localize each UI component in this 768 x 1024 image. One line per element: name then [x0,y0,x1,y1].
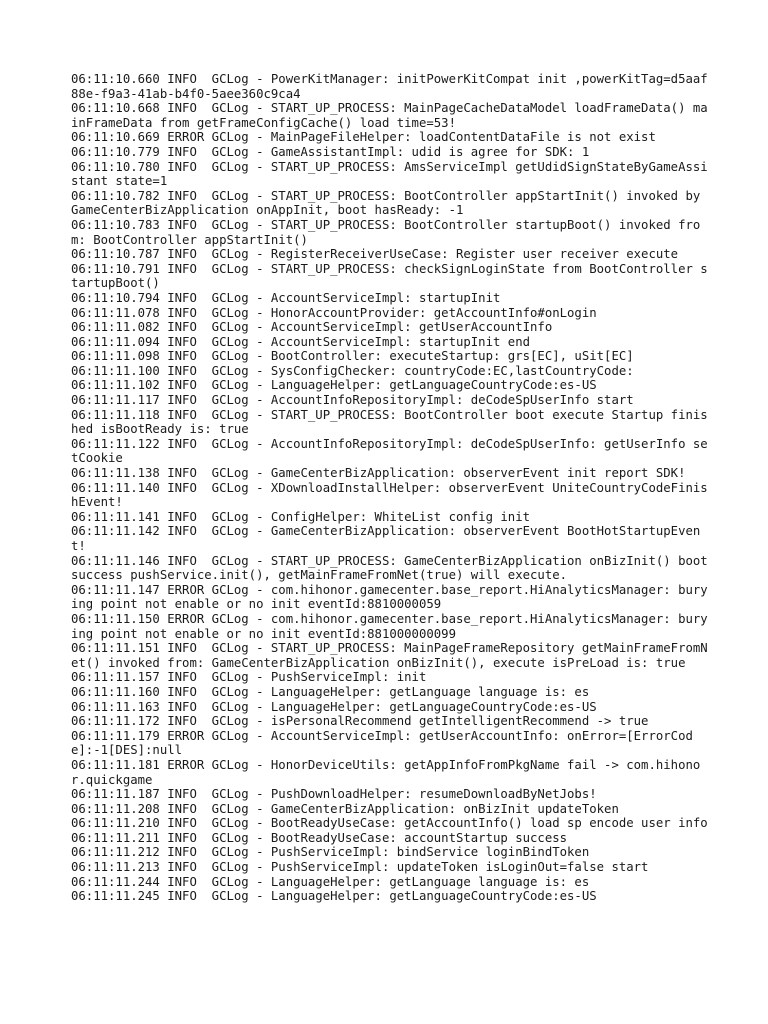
log-line: 06:11:11.117 INFO GCLog - AccountInfoRepositoryImpl: deCodeSpUserInfo start [71,393,634,408]
log-line: 06:11:11.208 INFO GCLog - GameCenterBizApplication: onBizInit updateToken [71,801,619,816]
log-line: 06:11:11.094 INFO GCLog - AccountServiceImpl: startupInit end [71,334,531,349]
log-line: 06:11:11.082 INFO GCLog - AccountServiceImpl: getUserAccountInfo [71,320,553,335]
log-line: 06:11:11.213 INFO GCLog - PushServiceImpl: updateToken isLoginOut=false start [71,860,649,875]
log-line: 06:11:11.146 INFO GCLog - START_UP_PROCESS: GameCenterBizApplication onBizInit() boot success pushService.init(), getMainFrameFromNet(true) will execute. [71,553,716,583]
log-line: 06:11:11.179 ERROR GCLog - AccountServiceImpl: getUserAccountInfo: onError=[ErrorCode]:-1[DES]:null [71,728,693,758]
log-line: 06:11:11.212 INFO GCLog - PushServiceImpl: bindService loginBindToken [71,845,590,860]
log-line: 06:11:11.138 INFO GCLog - GameCenterBizApplication: observerEvent init report SDK! [71,466,686,481]
log-line: 06:11:11.187 INFO GCLog - PushDownloadHelper: resumeDownloadByNetJobs! [71,787,597,802]
log-line: 06:11:11.163 INFO GCLog - LanguageHelper: getLanguageCountryCode:es-US [71,699,597,714]
log-line: 06:11:11.160 INFO GCLog - LanguageHelper: getLanguage language is: es [71,684,590,699]
log-line: 06:11:11.140 INFO GCLog - XDownloadInstallHelper: observerEvent UniteCountryCodeFinishEvent! [71,480,708,510]
log-line: 06:11:11.211 INFO GCLog - BootReadyUseCase: accountStartup success [71,830,568,845]
log-line: 06:11:10.668 INFO GCLog - START_UP_PROCESS: MainPageCacheDataModel loadFrameData() mainFrameData from getFrameConfigCache() load time=53! [71,101,708,130]
log-text-block [71,72,716,904]
log-line: 06:11:10.669 ERROR GCLog - MainPageFileHelper: loadContentDataFile is not exist [71,130,656,145]
log-line: 06:11:11.245 INFO GCLog - LanguageHelper: getLanguageCountryCode:es-US [71,889,597,904]
log-line: 06:11:10.791 INFO GCLog - START_UP_PROCESS: checkSignLoginState from BootController startupBoot() [71,261,708,291]
log-line: 06:11:11.210 INFO GCLog - BootReadyUseCase: getAccountInfo() load sp encode user info [71,816,708,831]
log-line: 06:11:10.787 INFO GCLog - RegisterReceiverUseCase: Register user receiver execute [71,247,679,262]
log-line: 06:11:10.794 INFO GCLog - AccountServiceImpl: startupInit [71,290,501,305]
log-line: 06:11:11.150 ERROR GCLog - com.hihonor.gamecenter.base_report.HiAnalyticsManager: burying point not enable or no init eventId:881000000099 [71,611,708,641]
log-line: 06:11:11.102 INFO GCLog - LanguageHelper: getLanguageCountryCode:es-US [71,378,597,393]
log-line: 06:11:11.098 INFO GCLog - BootController: executeStartup: grs[EC], uSit[EC] [71,349,634,364]
log-line: 06:11:10.660 INFO GCLog - PowerKitManager: initPowerKitCompat init ,powerKitTag=d5aaf88e-f9a3-41ab-b4f0-5aee360c9ca4 [71,72,708,101]
log-line: 06:11:10.780 INFO GCLog - START_UP_PROCESS: AmsServiceImpl getUdidSignStateByGameAssistant state=1 [71,159,708,189]
log-line: 06:11:11.157 INFO GCLog - PushServiceImpl: init [71,670,427,685]
log-line: 06:11:11.141 INFO GCLog - ConfigHelper: WhiteList config init [71,509,531,524]
log-line: 06:11:11.151 INFO GCLog - START_UP_PROCESS: MainPageFrameRepository getMainFrameFromNet() invoked from: GameCenterBizApplication onBizInit(), execute isPreLoad is: true [71,641,708,670]
log-line: 06:11:11.118 INFO GCLog - START_UP_PROCESS: BootController boot execute Startup finished isBootReady is: true [71,407,708,437]
log-line: 06:11:11.172 INFO GCLog - isPersonalRecommend getIntelligentRecommend -> true [71,714,649,729]
log-line: 06:11:11.244 INFO GCLog - LanguageHelper: getLanguage language is: es [71,874,590,889]
log-line: 06:11:10.779 INFO GCLog - GameAssistantImpl: udid is agree for SDK: 1 [71,144,590,159]
log-line: 06:11:11.147 ERROR GCLog - com.hihonor.gamecenter.base_report.HiAnalyticsManager: burying point not enable or no init eventId:8810000059 [71,582,708,612]
log-line: 06:11:11.142 INFO GCLog - GameCenterBizApplication: observerEvent BootHotStartupEvent! [71,524,701,553]
log-line: 06:11:11.100 INFO GCLog - SysConfigChecker: countryCode:EC,lastCountryCode: [71,363,634,378]
log-line: 06:11:11.122 INFO GCLog - AccountInfoRepositoryImpl: deCodeSpUserInfo: getUserInfo setCookie [71,436,708,466]
log-line: 06:11:11.078 INFO GCLog - HonorAccountProvider: getAccountInfo#onLogin [71,305,597,320]
log-line: 06:11:10.783 INFO GCLog - START_UP_PROCESS: BootController startupBoot() invoked from: BootController appStartInit() [71,217,701,247]
log-line: 06:11:11.181 ERROR GCLog - HonorDeviceUtils: getAppInfoFromPkgName fail -> com.hihonor.quickgame [71,757,701,787]
log-line: 06:11:10.782 INFO GCLog - START_UP_PROCESS: BootController appStartInit() invoked by GameCenterBizApplication onAppInit, boot hasReady: -1 [71,188,708,218]
